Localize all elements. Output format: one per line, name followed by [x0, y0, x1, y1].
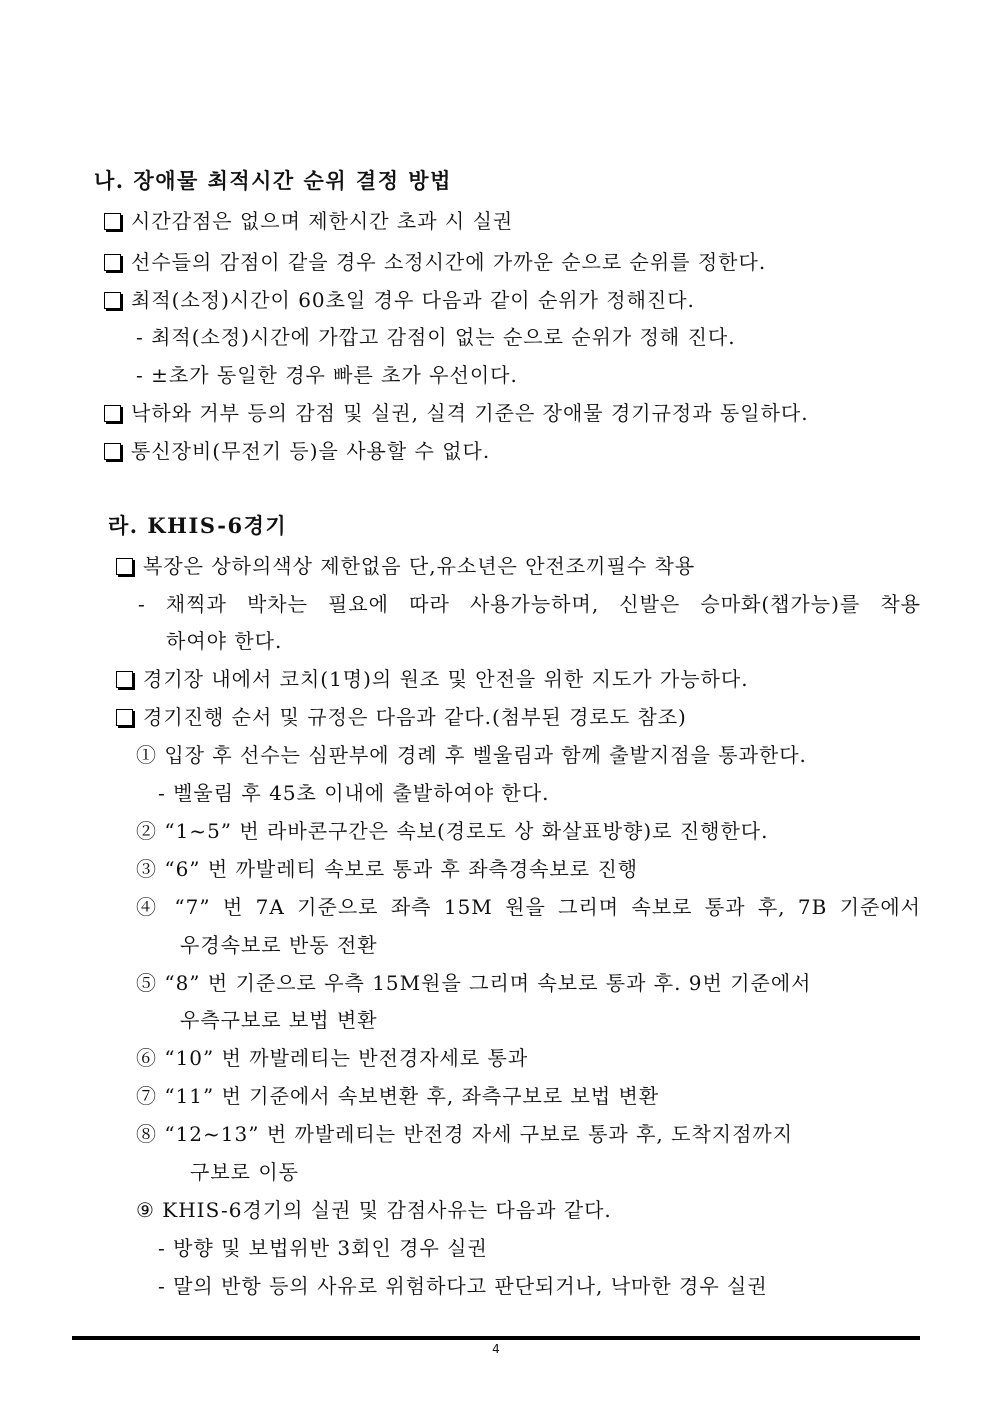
step-item: ⑦ “11” 번 기준에서 속보변환 후, 좌측구보로 보법 변환 [136, 1084, 660, 1108]
bullet-item [104, 208, 513, 234]
bullet-text: 낙하와 거부 등의 감점 및 실권, 실격 기준은 장애물 경기규정과 동일하다. [131, 401, 809, 425]
bullet-text: 최적(소정)시간이 60초일 경우 다음과 같이 순위가 정해진다. [131, 288, 695, 312]
step-item: ⑤ “8” 번 기준으로 우측 15M원을 그리며 속보로 통과 후. 9번 기준에서 [136, 971, 812, 995]
step-item: ② “1~5” 번 라바콘구간은 속보(경로도 상 화살표방향)로 진행한다. [136, 819, 769, 843]
page-number: 4 [492, 1342, 500, 1356]
bullet-item [116, 666, 749, 692]
section-heading-ra: 라. KHIS-6경기 [108, 513, 288, 538]
checkbox-square-icon [116, 709, 133, 726]
bullet-text: 경기진행 순서 및 규정은 다음과 같다.(첨부된 경로도 참조) [143, 705, 687, 729]
step-item: ④ “7” 번 7A 기준으로 좌측 15M 원을 그리며 속보로 통과 후, 7B 기준에서 [136, 895, 921, 919]
section-heading-na: 나. 장애물 최적시간 순위 결정 방법 [94, 168, 452, 193]
bullet-text: 선수들의 감점이 같을 경우 소정시간에 가까운 순으로 순위를 정한다. [131, 250, 767, 274]
footer-rule [72, 1336, 920, 1340]
checkbox-square-icon [104, 405, 121, 422]
bullet-item [116, 704, 687, 730]
step-item: ⑨ KHIS-6경기의 실권 및 감점사유는 다음과 같다. [136, 1198, 612, 1222]
sub-item: - 채찍과 박차는 필요에 따라 사용가능하며, 신발은 승마화(챕가능)를 착용 [138, 592, 921, 616]
bullet-text: 시간감점은 없으며 제한시간 초과 시 실권 [131, 209, 514, 233]
bullet-item [104, 249, 766, 275]
checkbox-square-icon [104, 254, 121, 271]
step-item: ⑧ “12~13” 번 까발레티는 반전경 자세 구보로 통과 후, 도착지점까지 [136, 1122, 794, 1146]
bullet-text: 통신장비(무전기 등)을 사용할 수 없다. [131, 439, 491, 463]
step-item: ① 입장 후 선수는 심판부에 경례 후 벨울림과 함께 출발지점을 통과한다. [136, 743, 807, 767]
checkbox-square-icon [116, 671, 133, 688]
bullet-item [116, 553, 695, 579]
step-sub-item: - 말의 반항 등의 사유로 위험하다고 판단되거나, 낙마한 경우 실권 [158, 1274, 768, 1298]
step-continuation: 우경속보로 반동 전환 [180, 933, 378, 957]
step-continuation: 우측구보로 보법 변환 [180, 1008, 378, 1032]
checkbox-square-icon [104, 213, 121, 230]
sub-item: - 최적(소정)시간에 가깝고 감점이 없는 순으로 순위가 정해 진다. [136, 325, 736, 349]
sub-item-continuation: 하여야 한다. [166, 629, 283, 653]
bullet-item [104, 287, 695, 313]
bullet-item [104, 438, 490, 464]
step-item: ③ “6” 번 까발레티 속보로 통과 후 좌측경속보로 진행 [136, 857, 639, 881]
step-continuation: 구보로 이동 [190, 1160, 299, 1184]
checkbox-square-icon [116, 558, 133, 575]
step-item: ⑥ “10” 번 까발레티는 반전경자세로 통과 [136, 1046, 529, 1070]
checkbox-square-icon [104, 292, 121, 309]
step-sub-item: - 벨울림 후 45초 이내에 출발하여야 한다. [158, 781, 550, 805]
bullet-text: 복장은 상하의색상 제한없음 단,유소년은 안전조끼필수 착용 [143, 554, 696, 578]
bullet-text: 경기장 내에서 코치(1명)의 원조 및 안전을 위한 지도가 가능하다. [143, 667, 749, 691]
step-sub-item: - 방향 및 보법위반 3회인 경우 실권 [158, 1236, 488, 1260]
bullet-item [104, 400, 809, 426]
checkbox-square-icon [104, 443, 121, 460]
sub-item: - ±초가 동일한 경우 빠른 초가 우선이다. [136, 363, 518, 387]
